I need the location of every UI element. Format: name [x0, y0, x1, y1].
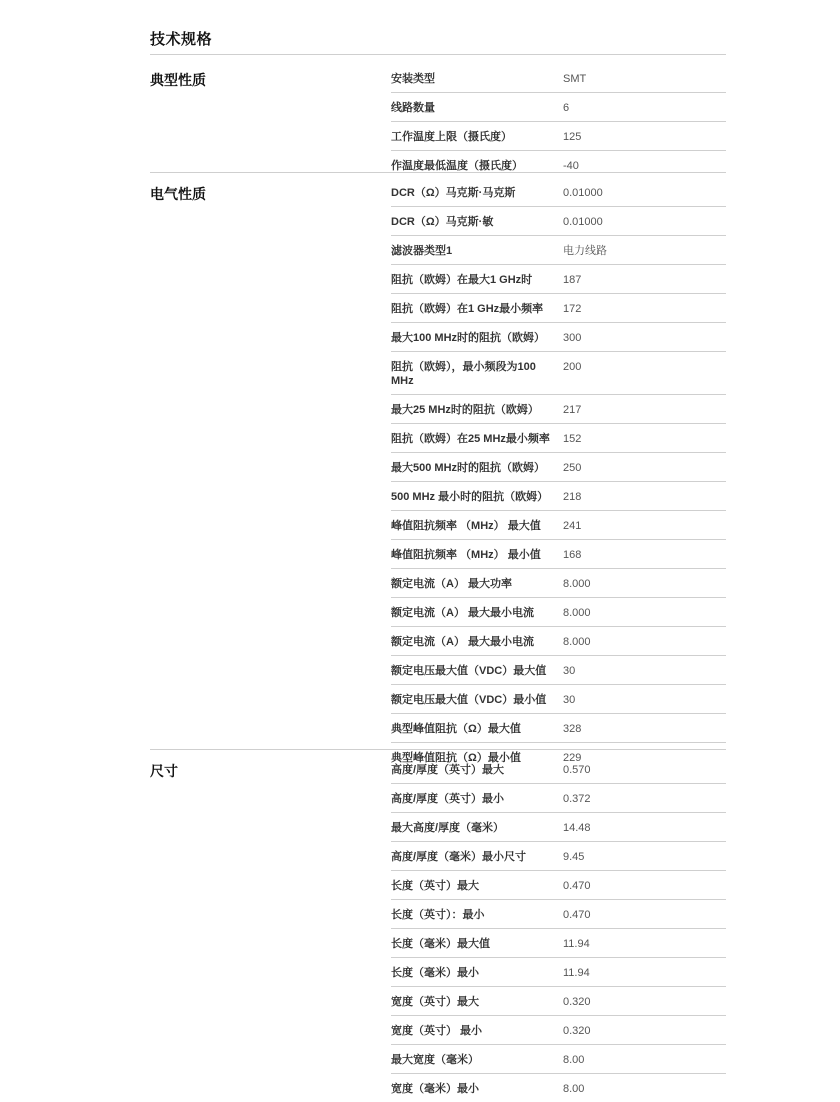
spec-label: 线路数量 — [391, 102, 435, 114]
spec-value: 8.00 — [563, 1054, 585, 1066]
spec-value: 0.320 — [563, 996, 591, 1008]
spec-row — [391, 540, 726, 569]
spec-row — [391, 207, 726, 236]
spec-row — [391, 1074, 726, 1102]
spec-label: 500 MHz 最小时的阻抗（欧姆） — [391, 491, 549, 503]
spec-label: 额定电流（A） 最大最小电流 — [391, 607, 534, 619]
spec-value: 200 — [563, 361, 582, 373]
title-divider — [150, 54, 726, 55]
spec-label: DCR（Ω）马克斯·敏 — [391, 216, 494, 228]
spec-row — [391, 236, 726, 265]
section-dimensions — [150, 749, 726, 1095]
spec-value: 电力线路 — [563, 245, 607, 257]
spec-row — [391, 929, 726, 958]
spec-label: 峰值阻抗频率 （MHz） 最小值 — [391, 549, 541, 561]
spec-label: 额定电流（A） 最大最小电流 — [391, 636, 534, 648]
spec-row — [391, 352, 726, 395]
spec-value: 0.470 — [563, 880, 591, 892]
spec-row — [391, 871, 726, 900]
spec-value: 6 — [563, 102, 570, 114]
spec-value: 9.45 — [563, 851, 585, 863]
spec-row — [391, 842, 726, 871]
spec-label: 高度/厚度（毫米）最小尺寸 — [391, 851, 527, 863]
spec-value: 0.01000 — [563, 216, 603, 228]
spec-label: 长度（英寸）：最小 — [391, 909, 485, 921]
spec-row — [391, 598, 726, 627]
spec-value: 187 — [563, 274, 582, 286]
spec-label: 额定电流（A） 最大功率 — [391, 578, 512, 590]
spec-label: 阻抗（欧姆）在25 MHz最小频率 — [391, 433, 550, 445]
spec-label: 最大高度/厚度（毫米） — [391, 822, 505, 834]
spec-value: SMT — [563, 73, 587, 85]
page-title: 技术规格 — [150, 31, 213, 48]
section-heading: 尺寸 — [150, 763, 178, 779]
spec-label: 滤波器类型1 — [391, 245, 453, 257]
spec-value: 8.000 — [563, 636, 591, 648]
spec-label: 典型峰值阻抗（Ω）最大值 — [391, 723, 521, 735]
spec-value: 8.000 — [563, 578, 591, 590]
spec-value: 328 — [563, 723, 582, 735]
spec-value: 250 — [563, 462, 582, 474]
spec-row — [391, 569, 726, 598]
spec-row — [391, 178, 726, 207]
spec-row — [391, 656, 726, 685]
spec-value: 11.94 — [563, 938, 590, 950]
spec-value: 241 — [563, 520, 582, 532]
spec-label: 峰值阻抗频率 （MHz） 最大值 — [391, 520, 541, 532]
spec-value: 217 — [563, 404, 582, 416]
spec-row — [391, 958, 726, 987]
spec-value: 30 — [563, 665, 576, 677]
spec-row — [391, 323, 726, 352]
spec-value: 300 — [563, 332, 582, 344]
spec-label: 安装类型 — [391, 73, 435, 85]
spec-value: 0.570 — [563, 764, 591, 776]
spec-row — [391, 453, 726, 482]
spec-value: 229 — [563, 752, 582, 764]
spec-label: 宽度（毫米）最小 — [391, 1083, 479, 1095]
spec-row — [391, 755, 726, 784]
section-electrical-properties — [150, 172, 726, 764]
spec-table — [391, 178, 726, 771]
spec-label: 最大25 MHz时的阻抗（欧姆） — [391, 404, 539, 416]
spec-label: 长度（毫米）最小 — [391, 967, 479, 979]
spec-label: 高度/厚度（英寸）最大 — [391, 764, 505, 776]
spec-row — [391, 714, 726, 743]
spec-row — [391, 122, 726, 151]
section-heading: 典型性质 — [150, 72, 206, 88]
spec-value: 14.48 — [563, 822, 591, 834]
spec-row — [391, 64, 726, 93]
spec-label: 额定电压最大值（VDC）最大值 — [391, 665, 547, 677]
spec-label: 阻抗（欧姆）在1 GHz最小频率 — [391, 303, 544, 315]
spec-label: 长度（英寸）最大 — [391, 880, 479, 892]
spec-label: 额定电压最大值（VDC）最小值 — [391, 694, 547, 706]
spec-table — [391, 64, 726, 179]
spec-value: 0.320 — [563, 1025, 591, 1037]
spec-label: 最大宽度（毫米） — [391, 1054, 479, 1066]
spec-label: 宽度（英寸） 最小 — [391, 1025, 483, 1037]
spec-value: 125 — [563, 131, 582, 143]
spec-label: 工作温度上限（摄氏度） — [391, 131, 512, 143]
spec-label: 作温度最低温度（摄氏度） — [391, 160, 523, 172]
spec-value: -40 — [563, 160, 579, 172]
spec-table — [391, 755, 726, 1102]
spec-row — [391, 900, 726, 929]
spec-value: 0.470 — [563, 909, 591, 921]
section-heading: 电气性质 — [150, 186, 206, 202]
spec-row — [391, 511, 726, 540]
spec-row — [391, 93, 726, 122]
spec-value: 0.01000 — [563, 187, 603, 199]
spec-value: 218 — [563, 491, 582, 503]
spec-row — [391, 265, 726, 294]
spec-row — [391, 813, 726, 842]
spec-label: 阻抗（欧姆）在最大1 GHz时 — [391, 274, 533, 286]
spec-row — [391, 685, 726, 714]
spec-value: 8.000 — [563, 607, 591, 619]
section-typical-properties — [150, 58, 726, 172]
spec-row — [391, 627, 726, 656]
spec-row — [391, 987, 726, 1016]
spec-row — [391, 482, 726, 511]
spec-label: 长度（毫米）最大值 — [391, 938, 490, 950]
spec-value: 11.94 — [563, 967, 590, 979]
spec-label: 最大500 MHz时的阻抗（欧姆） — [391, 462, 546, 474]
spec-value: 172 — [563, 303, 582, 315]
spec-row — [391, 784, 726, 813]
spec-label: 典型峰值阻抗（Ω）最小值 — [391, 752, 521, 764]
spec-row — [391, 294, 726, 323]
spec-label: 最大100 MHz时的阻抗（欧姆） — [391, 332, 546, 344]
spec-row — [391, 424, 726, 453]
spec-row — [391, 395, 726, 424]
spec-value: 30 — [563, 694, 576, 706]
spec-value: 152 — [563, 433, 582, 445]
spec-row — [391, 1016, 726, 1045]
spec-label: 高度/厚度（英寸）最小 — [391, 793, 505, 805]
spec-label: DCR（Ω）马克斯·马克斯 — [391, 187, 516, 199]
spec-value: 8.00 — [563, 1083, 585, 1095]
spec-value: 0.372 — [563, 793, 591, 805]
spec-label: 阻抗（欧姆），最小频段为100 MHz — [391, 361, 536, 387]
spec-row — [391, 1045, 726, 1074]
spec-label: 宽度（英寸）最大 — [391, 996, 479, 1008]
spec-value: 168 — [563, 549, 582, 561]
